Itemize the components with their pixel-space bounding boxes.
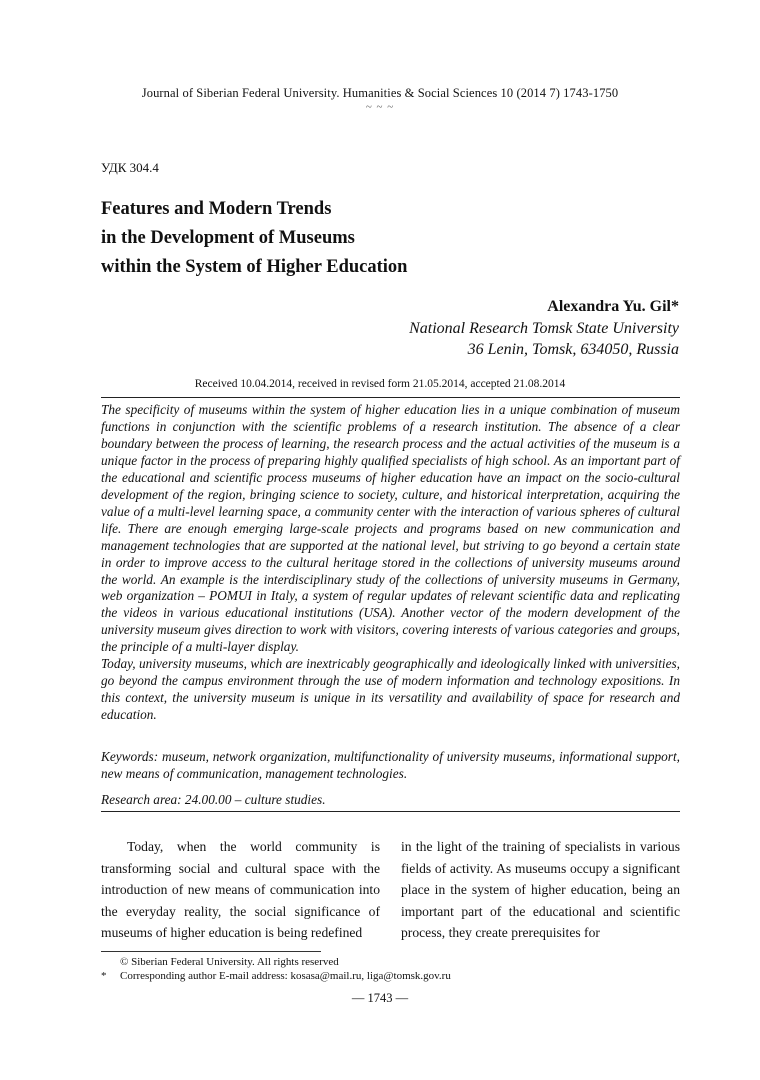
author-affiliation-block xyxy=(409,318,679,360)
abstract-paragraph-2: Today, university museums, which are inextricably geographically and ideologically linked with universities, go beyond the campus environment through the use of modern information and technology expositions. In this context, the university museum is unique in its versatility and availability of space for research and education. xyxy=(101,656,680,723)
journal-header: Journal of Siberian Federal University. Humanities & Social Sciences 10 (2014 7) 1743-1750 xyxy=(141,86,619,100)
abstract xyxy=(101,402,680,724)
body-column-right xyxy=(401,836,680,944)
page-number: — 1743 — xyxy=(351,991,409,1005)
udk-code: УДК 304.4 xyxy=(101,160,159,175)
research-area: Research area: 24.00.00 – culture studies. xyxy=(101,792,326,807)
corresponding-author-email: Corresponding author E-mail address: kosasa@mail.ru, liga@tomsk.gov.ru xyxy=(120,970,451,982)
author-affiliation: National Research Tomsk State University xyxy=(409,320,679,337)
footnote-asterisk: * xyxy=(101,970,107,982)
keywords: Keywords: museum, network organization, multifunctionality of university museums, informational support, new means of communication, management technologies. xyxy=(101,749,680,781)
title-line-3: within the System of Higher Education xyxy=(101,257,408,277)
received-dates: Received 10.04.2014, received in revised form 21.05.2014, accepted 21.08.2014 xyxy=(194,378,566,390)
footnote-rule xyxy=(101,951,321,952)
author-address: 36 Lenin, Tomsk, 634050, Russia xyxy=(467,341,679,358)
header-ornament: ~ ~ ~ xyxy=(365,101,395,113)
abstract-top-rule xyxy=(101,397,680,398)
title-line-1: Features and Modern Trends xyxy=(101,199,332,219)
copyright-footnote: © Siberian Federal University. All rights reserved xyxy=(120,956,339,968)
author-name: Alexandra Yu. Gil* xyxy=(547,298,679,315)
corresponding-footnote xyxy=(101,969,451,983)
body-paragraph-left: Today, when the world community is transforming social and cultural space with the introduction of new means of communication into the everyday reality, the social significance of museums of higher education is being redefined xyxy=(101,839,380,941)
body-text xyxy=(101,836,680,944)
abstract-bottom-rule xyxy=(101,811,680,812)
title-line-2: in the Development of Museums xyxy=(101,228,355,248)
body-column-left xyxy=(101,836,380,944)
body-paragraph-right: in the light of the training of specialists in various fields of activity. As museums occupy a significant place in the system of higher education, being an important part of the educational and scientific process, they create prerequisites for xyxy=(401,839,680,941)
abstract-paragraph-1: The specificity of museums within the system of higher education lies in a unique combination of museum functions in conjunction with the scientific problems of a research institution. The absence of a clear boundary between the process of learning, the research process and the actual activities of the museum is a unique factor in the process of preparing highly qualified specialists of high school. As an important part of the educational and scientific process museums of higher education have an impact on the socio-cultural development of the region, bringing science to society, culture, and historical interpretation, acquiring the value of a multi-level learning space, a community center with the interaction of various spheres of cultural life. There are enough emerging large-scale projects and programs based on new communication and management technologies that are supported at the national level, but striving to go beyond a certain state in order to improve access to the cultural heritage stored in the collections of university museums around the world. An example is the interdisciplinary study of the collections of university museums in Germany, web organization – POMUI in Italy, a system of regular updates of relevant scientific data and replicating the videos in various educational institutions (USA). Another vector of the modern development of the university museum gives direction to work with visitors, covering interests of various categories and groups, the principle of a multi-layer display. xyxy=(101,402,680,655)
article-title xyxy=(101,195,661,282)
